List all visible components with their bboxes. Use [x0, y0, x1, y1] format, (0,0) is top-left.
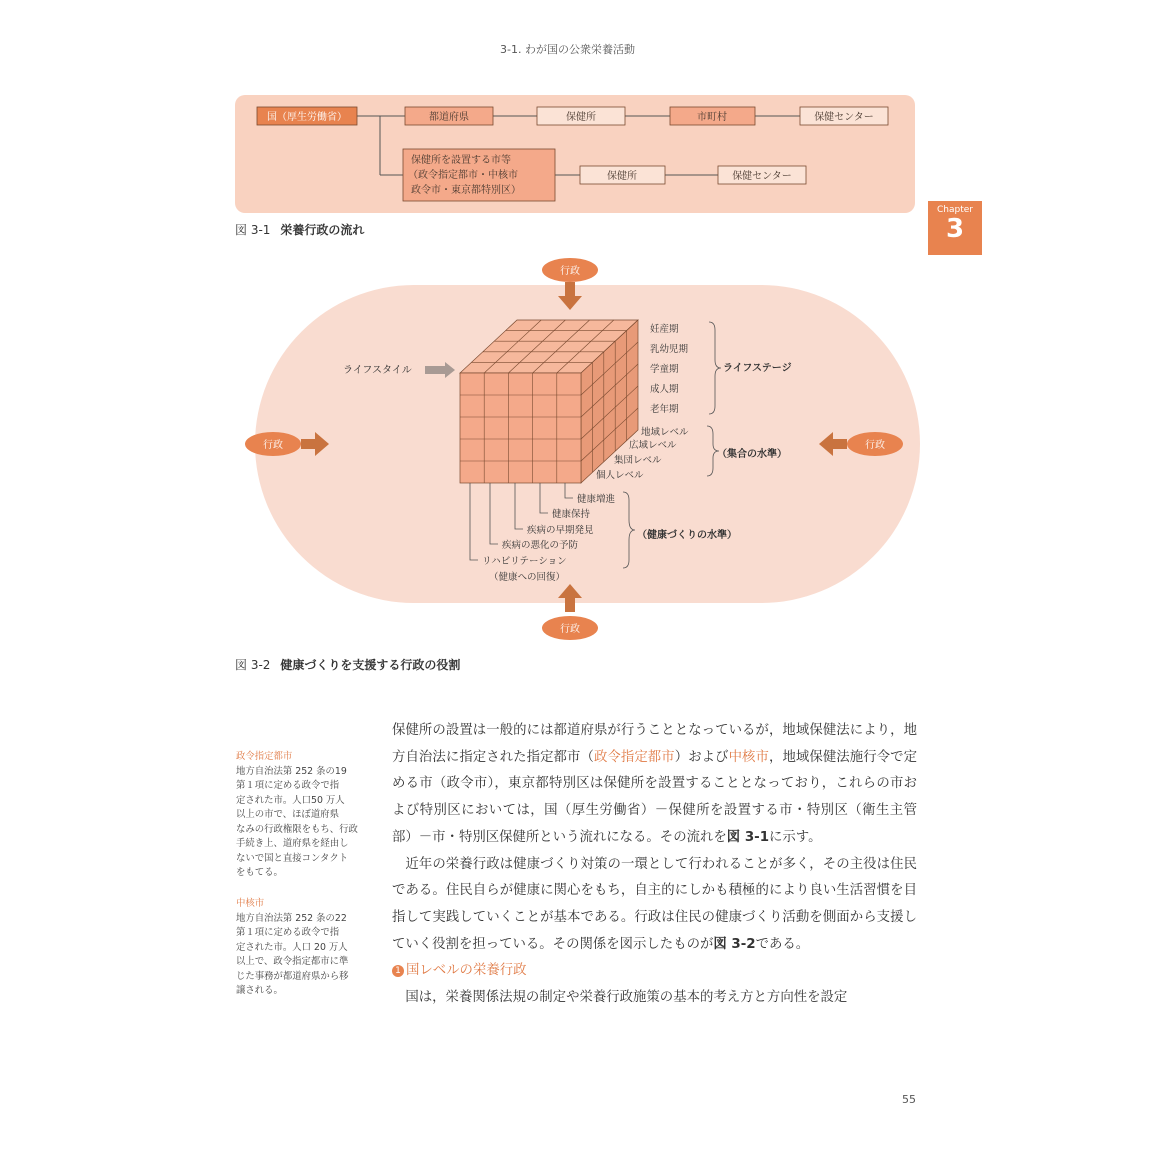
- side-note-line: 以上の市で、ほぼ道府県: [236, 809, 339, 820]
- group-line-3: 政令市・東京都特別区）: [411, 185, 521, 196]
- health-level-item: 疾病の早期発見: [527, 525, 594, 536]
- life-stage-group-label: ライフステージ: [723, 363, 792, 374]
- node-ministry-label: 国（厚生労働省）: [267, 112, 347, 123]
- figure-3-1-diagram: [235, 95, 915, 215]
- node-health-center-label: 保健所: [566, 112, 596, 123]
- group-level-item: 個人レベル: [596, 470, 644, 481]
- chapter-tab: [928, 201, 982, 255]
- term-core-city: 中核市: [728, 749, 769, 765]
- figure-ref-3-2[interactable]: 図 3-2: [713, 936, 756, 952]
- node-municipality-label: 市町村: [697, 112, 727, 123]
- section-number-marker: 1: [392, 965, 404, 977]
- paragraph-2: 近年の栄養行政は健康づくり対策の一環として行われることが多く，その主役は住民である。住民自らが健康に関心をもち，自主的にしかも積極的により良い生活習慣を目指して実践していくことが基本である。行政は住民の健康づくり活動を側面から支援していく役割を担っている。その関係を図示したものが図 3-2である。: [392, 856, 917, 952]
- group-level-item: 集団レベル: [614, 455, 662, 466]
- group-level-item: 広域レベル: [629, 440, 677, 451]
- section-heading: [392, 958, 917, 985]
- health-level-item: （健康への回復）: [489, 572, 566, 583]
- group-level-item: 地域レベル: [641, 427, 689, 438]
- side-note-line: 手続き上、道府県を経由し: [236, 838, 349, 849]
- group-line-2: （政令指定都市・中核市: [408, 170, 518, 181]
- node-city-health-service-center-label: 保健センター: [732, 171, 792, 182]
- group-line-1: 保健所を設置する市等: [411, 155, 511, 166]
- node-health-service-center: [800, 107, 888, 125]
- node-health-service-center-label: 保健センター: [814, 112, 874, 123]
- paragraph-1: 保健所の設置は一般的には都道府県が行うこととなっているが，地域保健法により，地方自治法に指定された指定都市（政令指定都市）および中核市，地域保健法施行令で定める市（政令市），東京都特別区は保健所を設置することとなっており，これらの市および特別区においては，国（厚生労働省）－保健所を設置する市・特別区（衛生主管部）－市・特別区保健所という流れになる。その流れを図 3-1に示す。: [392, 723, 918, 845]
- side-note-line: 第１項に定める政令で指: [236, 927, 340, 938]
- health-level-item: 疾病の悪化の予防: [502, 540, 579, 551]
- figure-ref-3-1[interactable]: 図 3-1: [726, 829, 770, 845]
- arrow-left: [245, 432, 329, 456]
- side-note-line: なみの行政権限をもち、行政: [236, 823, 358, 835]
- arrow-left-label: 行政: [263, 440, 283, 451]
- side-note-designated-city: [236, 750, 364, 881]
- node-ministry: [257, 107, 357, 125]
- figure-3-2-diagram: [225, 250, 925, 650]
- group-level-group-label: （集合の水準）: [717, 449, 787, 460]
- node-city-health-center-label: 保健所: [607, 171, 637, 182]
- side-note-line: をもてる。: [236, 867, 283, 878]
- life-stage-item: 妊産期: [650, 324, 679, 335]
- life-stage-item: 学童期: [650, 364, 679, 375]
- health-level-item: 健康増進: [577, 494, 616, 505]
- node-prefecture: [405, 107, 493, 125]
- side-note-line: 定された市。人口 20 万人: [236, 941, 348, 953]
- arrow-bottom-label: 行政: [560, 624, 580, 635]
- life-stage-item: 老年期: [650, 404, 679, 415]
- body-text: [392, 718, 917, 1012]
- lifestyle-label: ライフスタイル: [343, 365, 412, 376]
- page-number: 55: [902, 1093, 916, 1106]
- figure-3-1-number: 図 3-1: [235, 223, 271, 237]
- section-heading-text: 国レベルの栄養行政: [406, 963, 527, 979]
- arrow-top-label: 行政: [560, 266, 580, 277]
- side-note-line: 定された市。人口50 万人: [236, 794, 345, 806]
- side-note-line: 地方自治法第 252 条の22: [236, 912, 347, 924]
- side-note-core-city: [236, 897, 364, 999]
- side-note-line: 以上で、政令指定都市に準: [236, 956, 349, 967]
- arrow-right: [819, 432, 903, 456]
- side-note-line: 譲される。: [236, 985, 283, 996]
- side-note-term: 中核市: [236, 898, 265, 909]
- chapter-tab-label: Chapter: [937, 205, 973, 215]
- figure-3-2-number: 図 3-2: [235, 658, 271, 672]
- term-designated-city: 政令指定都市: [593, 749, 675, 765]
- side-note-line: じた事務が都道府県から移: [236, 970, 349, 982]
- node-health-center: [537, 107, 625, 125]
- health-level-group-label: （健康づくりの水準）: [637, 530, 737, 541]
- life-stage-item: 乳幼児期: [650, 344, 689, 355]
- figure-3-1-title: 栄養行政の流れ: [280, 223, 365, 237]
- running-head: 3-1. わが国の公衆栄養活動: [500, 43, 635, 56]
- paragraph-3: 国は，栄養関係法規の制定や栄養行政施策の基本的考え方と方向性を設定: [405, 990, 848, 1006]
- health-level-item: リハビリテーション: [482, 556, 567, 567]
- health-level-item: 健康保持: [552, 509, 591, 520]
- node-designated-city-group: [403, 149, 555, 201]
- node-city-health-service-center: [718, 166, 806, 184]
- life-stage-item: 成人期: [650, 384, 679, 395]
- chapter-tab-number: 3: [945, 214, 965, 244]
- arrow-right-label: 行政: [865, 440, 885, 451]
- node-city-health-center: [580, 166, 665, 184]
- node-municipality: [670, 107, 755, 125]
- side-note-term: 政令指定都市: [236, 751, 293, 762]
- node-prefecture-label: 都道府県: [429, 112, 469, 123]
- figure-3-2-title: 健康づくりを支援する行政の役割: [280, 658, 461, 672]
- figure-3-1-caption: [235, 221, 364, 238]
- figure-3-2-caption: [235, 656, 460, 673]
- side-note-line: ないで国と直接コンタクト: [236, 852, 349, 864]
- side-note-line: 地方自治法第 252 条の19: [236, 765, 347, 777]
- side-note-line: 第１項に定める政令で指: [236, 780, 340, 791]
